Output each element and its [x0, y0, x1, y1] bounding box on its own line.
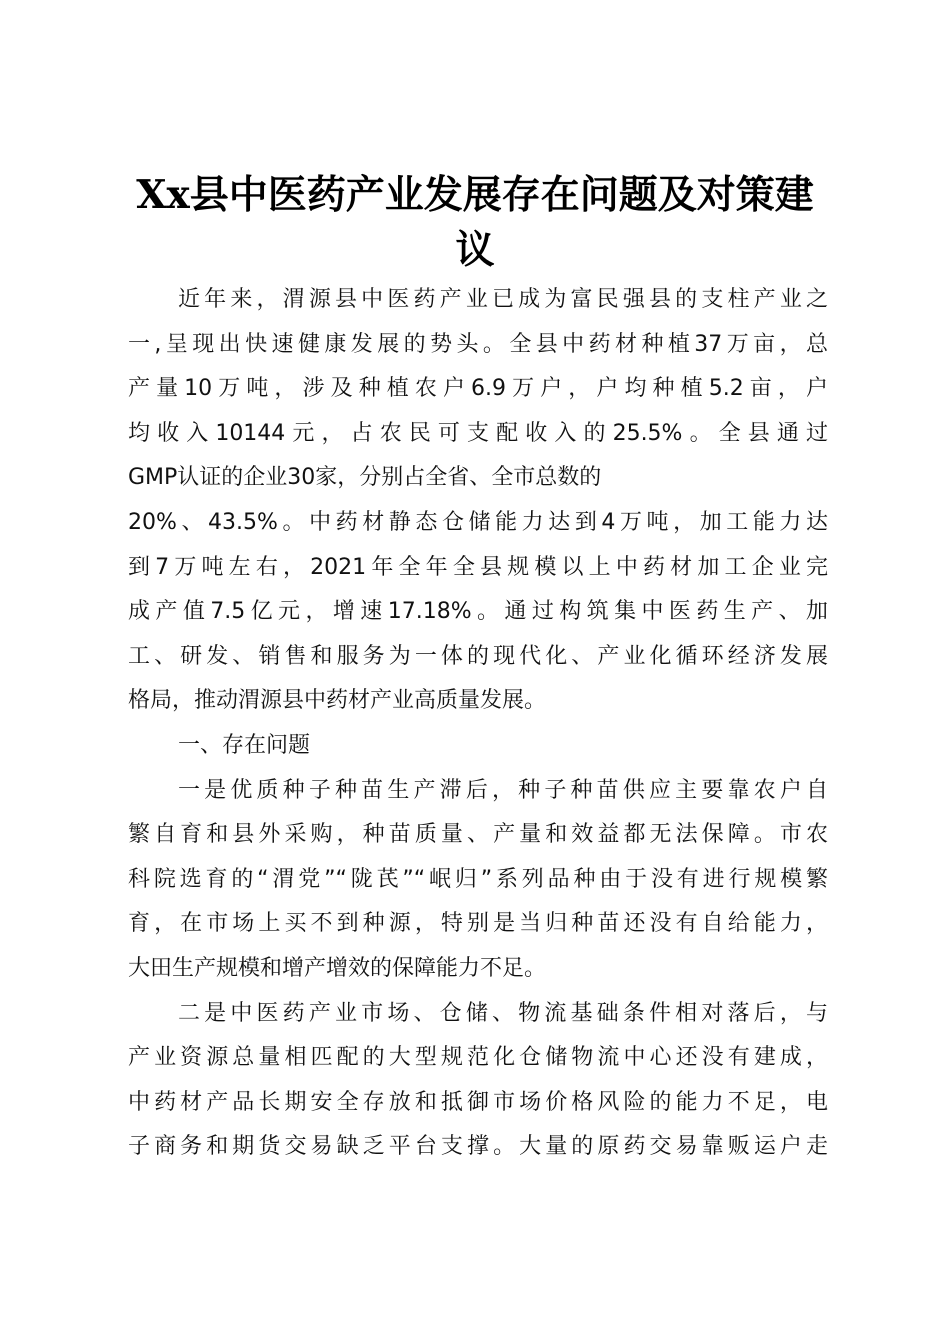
document-body	[128, 278, 828, 1170]
paragraph-line: 成产值7.5亿元，增速17.18%。通过构筑集中医药生产、加	[128, 599, 828, 625]
paragraph-line: 中药材产品长期安全存放和抵御市场价格风险的能力不足，电	[128, 1089, 828, 1115]
document-title: Xx县中医药产业发展存在问题及对策建议	[136, 172, 814, 273]
paragraph-line: 近年来，渭源县中医药产业已成为富民强县的支柱产业之	[178, 287, 828, 312]
paragraph-line: 均收入10144元，占农民可支配收入的25.5%。全县通过	[128, 420, 828, 446]
section-heading: 一、存在问题	[178, 732, 311, 758]
paragraph-line: 产量10万吨，涉及种植农户6.9万户，户均种植5.2亩，户	[128, 376, 828, 402]
paragraph-line: 科院选育的“渭党”“陇芪”“岷归”系列品种由于没有进行规模繁	[128, 866, 828, 892]
paragraph-line: 产业资源总量相匹配的大型规范化仓储物流中心还没有建成，	[128, 1045, 828, 1071]
paragraph-line: 一,呈现出快速健康发展的势头。全县中药材种植37万亩，总	[128, 331, 828, 357]
paragraph-line: 大田生产规模和增产增效的保障能力不足。	[128, 955, 547, 981]
paragraph-line: GMP认证的企业30家，分别占全省、全市总数的	[128, 465, 602, 491]
paragraph-line: 二是中医药产业市场、仓储、物流基础条件相对落后，与	[178, 1000, 828, 1026]
paragraph-line: 繁自育和县外采购，种苗质量、产量和效益都无法保障。市农	[128, 822, 828, 848]
paragraph-line: 一是优质种子种苗生产滞后，种子种苗供应主要靠农户自	[178, 777, 828, 803]
paragraph-line: 育，在市场上买不到种源，特别是当归种苗还没有自给能力，	[128, 911, 828, 937]
paragraph-line: 工、研发、销售和服务为一体的现代化、产业化循环经济发展	[128, 643, 828, 669]
paragraph-line: 20%、43.5%。中药材静态仓储能力达到4万吨，加工能力达	[128, 509, 828, 535]
paragraph-line: 格局，推动渭源县中药材产业高质量发展。	[128, 688, 547, 714]
paragraph-line: 到7万吨左右，2021年全年全县规模以上中药材加工企业完	[128, 554, 828, 580]
paragraph-line: 子商务和期货交易缺乏平台支撑。大量的原药交易靠贩运户走	[128, 1134, 828, 1160]
